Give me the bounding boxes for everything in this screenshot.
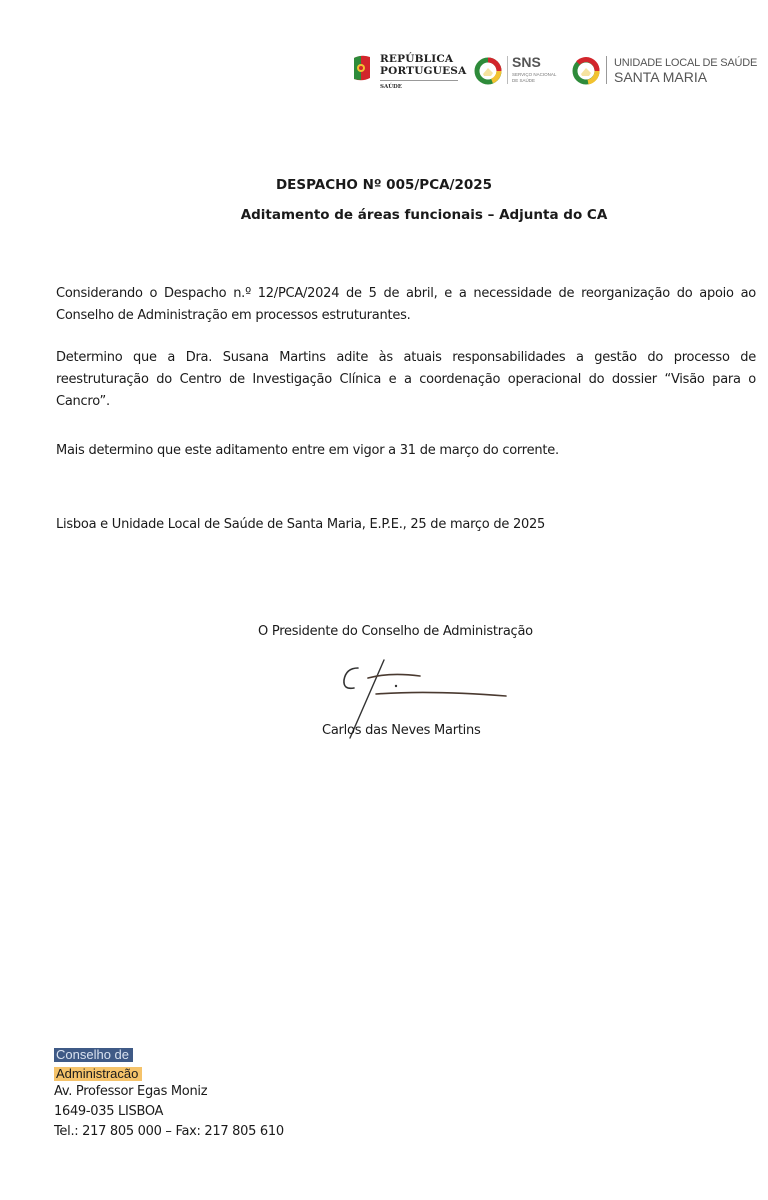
ulsm-ring-icon [572,57,600,85]
sns-sub1: SERVIÇO NACIONAL [512,72,557,77]
ulsm-logo [572,54,758,90]
sns-title: SNS [512,54,541,70]
sns-divider [507,56,508,84]
sns-logo [474,54,557,90]
footer-postal-line: 1649-035 LISBOA [54,1104,164,1119]
signatory-role: O Presidente do Conselho de Administração [258,624,533,639]
footer-highlight-1: Conselho de [54,1048,133,1062]
paragraph-3: Mais determino que este aditamento entre em vigor a 31 de março do corrente. [56,443,559,458]
paragraph-2: Determino que a Dra. Susana Martins adite às atuais responsabilidades a gestão do processo de reestruturação do Centro de Investigação Clínica e a coordenação operacional do dossier “Visão para o Cancro”. [56,350,756,409]
paragraph-1: Considerando o Despacho n.º 12/PCA/2024 de 5 de abril, e a necessidade de reorganização do apoio ao Conselho de Administração em processos estruturantes. [56,286,756,323]
republica-portuguesa-logo [350,52,467,96]
ulsm-divider [606,56,607,84]
place-date: Lisboa e Unidade Local de Saúde de Santa Maria, E.P.E., 25 de março de 2025 [56,517,546,532]
sns-sub2: DE SAÚDE [512,78,536,83]
republica-line1: REPÚBLICA [380,53,454,65]
header-logos [350,50,758,96]
footer-address-line: Av. Professor Egas Moniz [54,1084,208,1099]
signatory-name: Carlos das Neves Martins [322,723,481,738]
ulsm-line1: UNIDADE LOCAL DE SAÚDE [614,57,758,69]
republica-sub: SAÚDE [380,84,402,90]
footer-contacts-line: Tel.: 217 805 000 – Fax: 217 805 610 [54,1124,284,1139]
republica-line2: PORTUGUESA [380,65,467,77]
sns-ring-icon [474,57,502,85]
document-subtitle: Aditamento de áreas funcionais – Adjunta do CA [240,207,608,223]
footer-highlight-2: Administracão [54,1067,142,1081]
portugal-flag-icon [352,54,372,82]
ulsm-line2: SANTA MARIA [614,69,708,85]
republica-divider [380,80,458,81]
footer-address [54,1044,354,1142]
document-title: DESPACHO Nº 005/PCA/2025 [275,177,493,193]
